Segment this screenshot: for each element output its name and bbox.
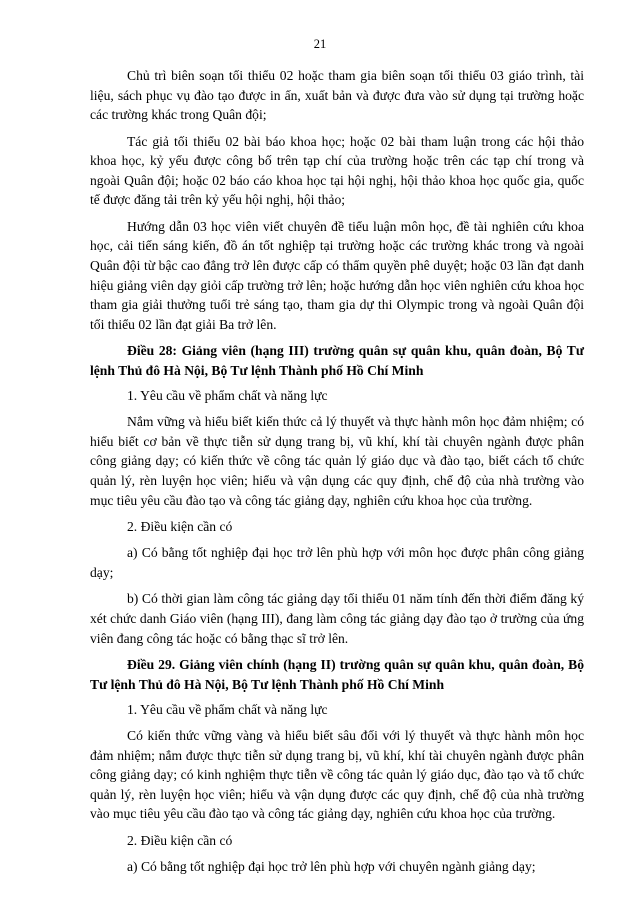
paragraph-student-supervision: Hướng dẫn 03 học viên viết chuyên đề tiểu luận môn học, đề tài nghiên cứu khoa học, cải tiến sáng kiến, đồ án tốt nghiệp tại trường hoặc các trường khác trong và ngoài Quân đội từ bậc cao đẳng trở lên được cấp có thẩm quyền phê duyệt; hoặc 03 lần đạt danh hiệu giảng viên dạy giỏi cấp trường trở lên; hoặc hướng dẫn học viên nghiên cứu khoa học tham gia giải thưởng tuổi trẻ sáng tạo, tham gia dự thi Olympic trong và ngoài Quân đội tối thiểu 02 lần đạt giải Ba trở lên. xyxy=(90,218,584,332)
article-29-heading: Điều 29. Giảng viên chính (hạng II) trường quân sự quân khu, quân đoàn, Bộ Tư lệnh Thủ đô Hà Nội, Bộ Tư lệnh Thành phố Hồ Chí Minh xyxy=(90,656,584,692)
paragraph-textbook-authoring: Chủ trì biên soạn tối thiểu 02 hoặc tham gia biên soạn tối thiểu 03 giáo trình, tài liệu, sách phục vụ đào tạo được in ấn, xuất bản và được đưa vào sử dụng tại trường hoặc các trường khác trong Quân đội; xyxy=(90,68,584,123)
article-29-condition-a: a) Có bằng tốt nghiệp đại học trở lên phù hợp với chuyên ngành giảng dạy; xyxy=(127,859,536,875)
article-28-heading: Điều 28: Giảng viên (hạng III) trường quân sự quân khu, quân đoàn, Bộ Tư lệnh Thủ đô Hà Nội, Bộ Tư lệnh Thành phố Hồ Chí Minh xyxy=(90,343,584,378)
article-28-condition-a: a) Có bằng tốt nghiệp đại học trở lên phù hợp với môn học được phân công giảng dạy; xyxy=(90,545,584,580)
article-28-qualities-text: Nắm vững và hiểu biết kiến thức cả lý thuyết và thực hành môn học đảm nhiệm; có hiểu biết cơ bản về thực tiễn sử dụng trang bị, vũ khí, khí tài chuyên ngành được phân công giảng dạy; có kiến thức về công tác quản lý giáo dục và đào tạo, biết cách tổ chức quản lý, rèn luyện học viên; hiểu và vận dụng các quy định, chế độ của nhà trường vào mục tiêu yêu cầu đào tạo và công tác giảng dạy, nghiên cứu khoa học của trường. xyxy=(90,414,584,508)
page-number: 21 xyxy=(313,37,327,51)
document-body xyxy=(90,66,584,884)
article-29-section-2-title: 2. Điều kiện cần có xyxy=(127,832,233,848)
article-28-condition-b: b) Có thời gian làm công tác giảng dạy tối thiểu 01 năm tính đến thời điểm đăng ký xét chức danh Giáo viên (hạng III), đang làm công tác giảng dạy đào tạo ở trường của ứng viên đang công tác hoặc có bằng thạc sĩ trở lên. xyxy=(90,591,584,646)
article-29-section-1-title: 1. Yêu cầu về phẩm chất và năng lực xyxy=(127,701,328,717)
article-29-qualities-text: Có kiến thức vững vàng và hiểu biết sâu đối với lý thuyết và thực hành môn học đảm nhiệm; nắm được thực tiễn sử dụng trang bị, vũ khí, khí tài chuyên ngành được phân công giảng dạy; có kinh nghiệm thực tiễn về công tác quản lý giáo dục, đào tạo và tổ chức quản lý, rèn luyện học viên; hiểu và vận dụng được các quy định, chế độ của nhà trường vào mục tiêu yêu cầu đào tạo và công tác giảng dạy, nghiên cứu khoa học của trường. xyxy=(90,727,584,822)
article-28-section-2-title: 2. Điều kiện cần có xyxy=(127,518,233,534)
article-28-section-1-title: 1. Yêu cầu về phẩm chất và năng lực xyxy=(127,387,328,403)
paragraph-scientific-articles: Tác giả tối thiểu 02 bài báo khoa học; hoặc 02 bài tham luận trong các hội thảo khoa học, kỷ yếu được công bố trên tạp chí của trường hoặc trên các tạp chí trong và ngoài Quân đội; hoặc 02 báo cáo khoa học tại hội nghị, hội thảo khoa học quốc gia, quốc tế được đăng tải trên kỷ yếu hội nghị, hội thảo; xyxy=(90,133,584,208)
